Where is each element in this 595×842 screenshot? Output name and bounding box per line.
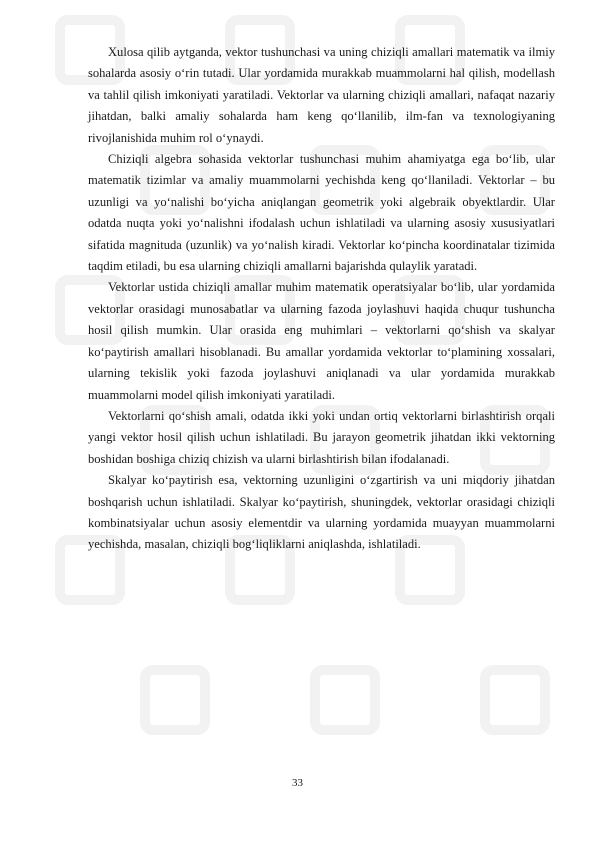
paragraph-linear-algebra: Chiziqli algebra sohasida vektorlar tushunchasi muhim ahamiyatga ega bo‘lib, ular matematik tizimlar va amaliy muammolarni yechishda keng qo‘llaniladi. Vektorlar – bu uzunligi va yo‘nalishi bo‘yicha aniqlangan geometrik yoki algebraik obyektlardir. Ular odatda nuqta yoki yo‘nalishni ifodalash uchun ishlatiladi va ularning asosiy xususiyatlari sifatida magnituda (uzunlik) va yo‘nalish kiradi. Vektorlar ko‘pincha koordinatalar tizimida taqdim etiladi, bu esa ularning chiziqli amallarni bajarishda qulaylik yaratadi. [88,152,555,274]
paragraph-conclusion: Xulosa qilib aytganda, vektor tushunchasi va uning chiziqli amallari matematik va ilmiy sohalarda asosiy o‘rin tutadi. Ular yordamida murakkab muammolarni hal qilish, modellash va tahlil qilish imkoniyati yaratiladi. Vektorlar va ularning chiziqli amallari, nafaqat nazariy jihatdan, balki amaliy sohalarda ham keng qo‘llanilib, ilm-fan va texnologiyaning rivojlanishida muhim rol o‘ynaydi. [88,45,555,145]
body-text [88,42,555,556]
paragraph-linear-operations: Vektorlar ustida chiziqli amallar muhim matematik operatsiyalar bo‘lib, ular yordamida vektorlar orasidagi munosabatlar va ularning fazoda joylashuvi haqida chuqur tushuncha hosil qilish mumkin. Ular orasida eng muhimlari – vektorlarni qo‘shish va skalyar ko‘paytirish amallari hisoblanadi. Bu amallar yordamida vektorlar to‘plamining xossalari, ularning tekislik yoki fazoda joylashuvi aniqlanadi va ular yordamida murakkab muammolarni model qilish imkoniyati yaratiladi. [88,280,555,402]
paragraph-vector-addition: Vektorlarni qo‘shish amali, odatda ikki yoki undan ortiq vektorlarni birlashtirish orqali yangi vektor hosil qilish uchun ishlatiladi. Bu jarayon geometrik jihatdan ikki vektorning boshidan boshiga chiziq chizish va ularni birlashtirish bilan ifodalanadi. [88,408,555,466]
page-number: 33 [292,777,303,789]
paragraph-scalar-multiplication: Skalyar ko‘paytirish esa, vektorning uzunligini o‘zgartirish va uni miqdoriy jihatdan boshqarish uchun ishlatiladi. Skalyar ko‘paytirish, shuningdek, vektorlar orasidagi chiziqli kombinatsiyalar uchun asosiy elementdir va ularning yordamida muayyan muammolarni yechishda, masalan, chiziqli bog‘liqliklarni aniqlashda, ishlatiladi. [88,473,555,552]
